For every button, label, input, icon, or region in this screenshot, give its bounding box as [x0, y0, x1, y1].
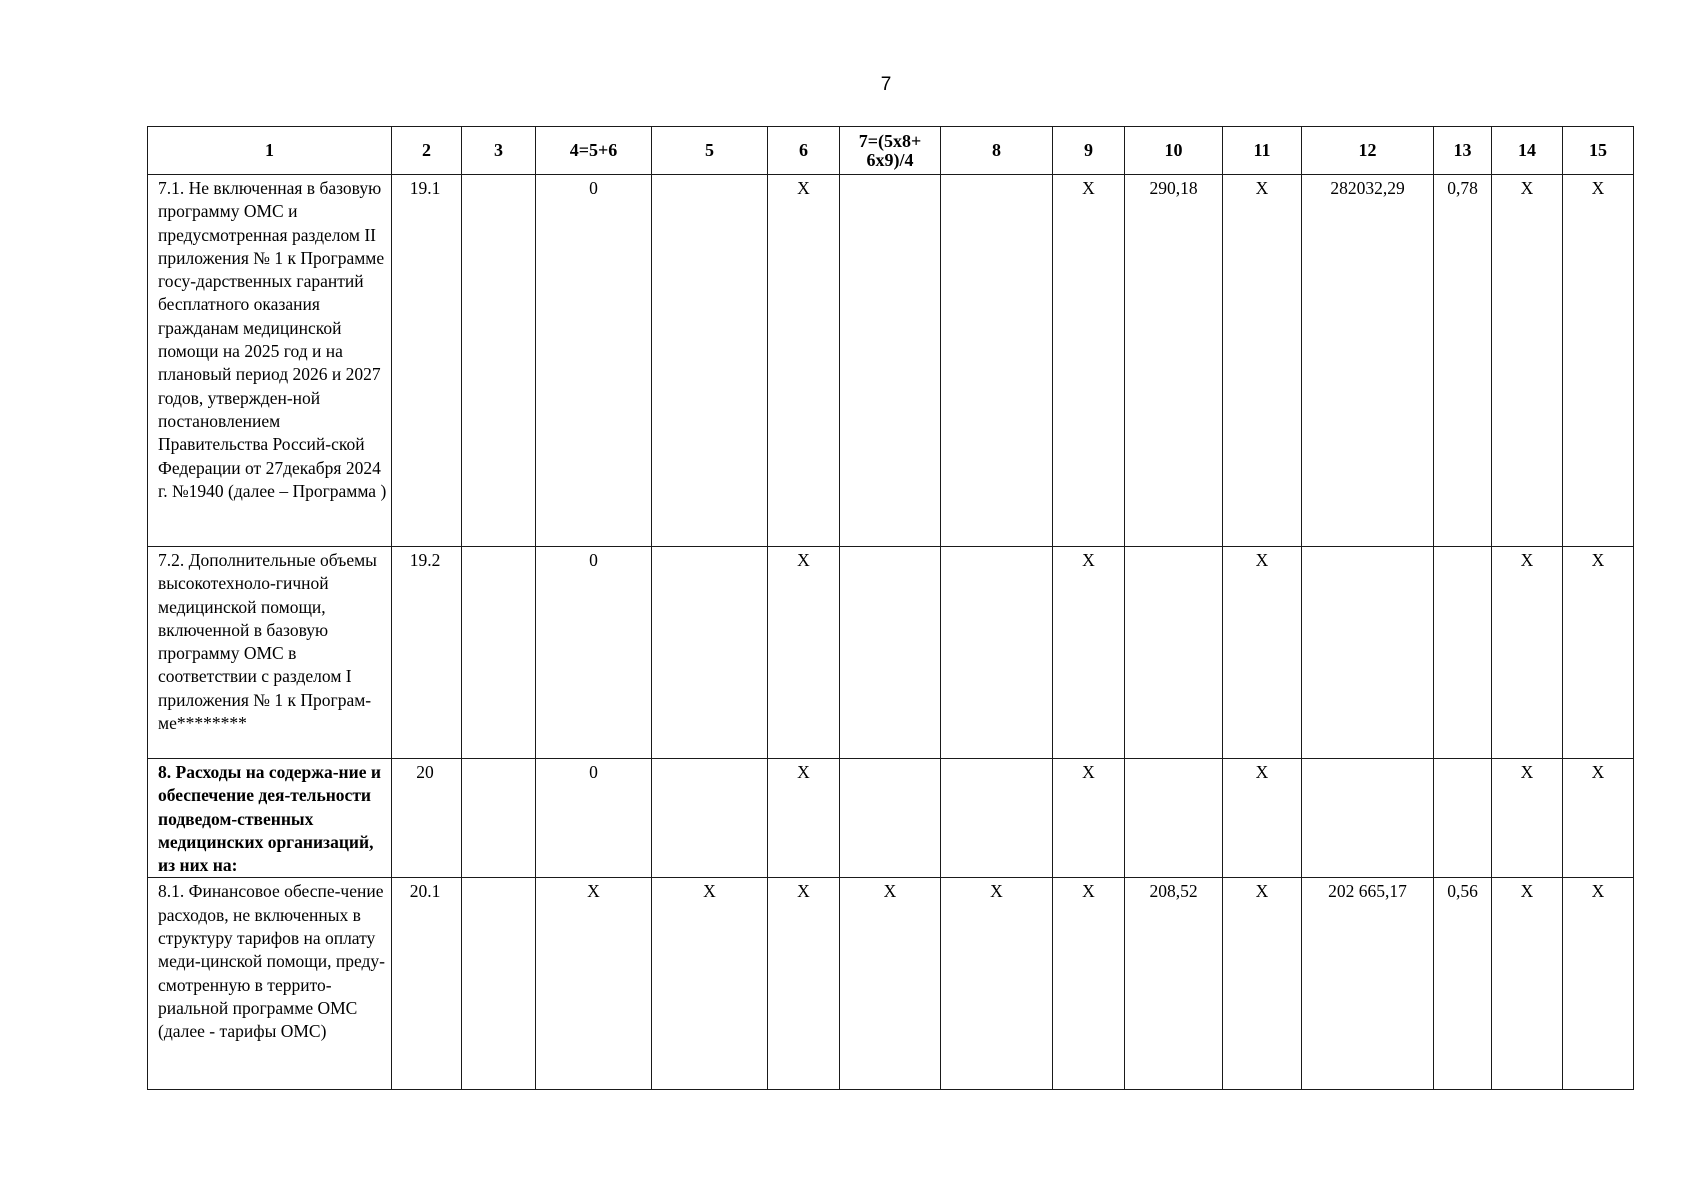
table-row: [148, 878, 1634, 1090]
table-cell: 0,56: [1434, 878, 1492, 1090]
table-cell: X: [768, 547, 840, 759]
table-row: [148, 175, 1634, 547]
table-cell: [652, 175, 768, 547]
table-row: [148, 547, 1634, 759]
col-header-13: 13: [1434, 127, 1492, 175]
table-cell: 19.1: [392, 175, 462, 547]
table-cell: X: [1053, 878, 1125, 1090]
table-cell: 20: [392, 759, 462, 878]
col-header-2: 2: [392, 127, 462, 175]
col-header-7: 7=(5x8+ 6x9)/4: [840, 127, 941, 175]
col-header-9: 9: [1053, 127, 1125, 175]
table-cell: X: [840, 878, 941, 1090]
table-cell: X: [1053, 759, 1125, 878]
table-cell: [1125, 759, 1223, 878]
table-cell: X: [1563, 175, 1634, 547]
col-header-14: 14: [1492, 127, 1563, 175]
table-cell: [462, 175, 536, 547]
table-cell: [941, 175, 1053, 547]
table-cell: X: [1053, 175, 1125, 547]
col-header-6: 6: [768, 127, 840, 175]
table-cell: 202 665,17: [1302, 878, 1434, 1090]
col-header-11: 11: [1223, 127, 1302, 175]
row-description: 7.1. Не включенная в базовую программу ОМС и предусмотренная разделом II приложения № 1 к Программе госу-дарственных гарантий бесплатного оказания гражданам медицинской помощи на 2025 год и на плановый период 2026 и 2027 годов, утвержден-ной постановлением Правительства Россий-ской Федерации от 27декабря 2024 г. №1940 (далее – Программа ): [148, 175, 392, 547]
table-cell: 0,78: [1434, 175, 1492, 547]
table-cell: X: [1492, 175, 1563, 547]
table-cell: 19.2: [392, 547, 462, 759]
row-description: 8. Расходы на содержа-ние и обеспечение дея-тельности подведом-ственных медицинских организаций, из них на:: [148, 759, 392, 878]
table-cell: [462, 547, 536, 759]
col-header-10: 10: [1125, 127, 1223, 175]
table-cell: 282032,29: [1302, 175, 1434, 547]
table-cell: [840, 759, 941, 878]
table-cell: 0: [536, 759, 652, 878]
table-cell: [652, 547, 768, 759]
col-header-12: 12: [1302, 127, 1434, 175]
row-description: 8.1. Финансовое обеспе-чение расходов, не включенных в структуру тарифов на оплату меди-цинской помощи, преду-смотренную в террито-риальной программе ОМС (далее - тарифы ОМС): [148, 878, 392, 1090]
table-cell: X: [1053, 547, 1125, 759]
table-cell: X: [1563, 759, 1634, 878]
table-cell: 290,18: [1125, 175, 1223, 547]
data-table: [147, 126, 1634, 1090]
table-cell: 208,52: [1125, 878, 1223, 1090]
table-cell: X: [1492, 878, 1563, 1090]
table-cell: [1302, 547, 1434, 759]
table-cell: X: [941, 878, 1053, 1090]
table-cell: X: [1492, 759, 1563, 878]
col-header-8: 8: [941, 127, 1053, 175]
table-cell: [462, 878, 536, 1090]
table-cell: X: [1563, 878, 1634, 1090]
table-cell: [840, 175, 941, 547]
table-row: [148, 759, 1634, 878]
table-cell: [840, 547, 941, 759]
header-row: [148, 127, 1634, 175]
page-number: 7: [880, 74, 892, 95]
table-cell: 20.1: [392, 878, 462, 1090]
table-cell: 0: [536, 175, 652, 547]
table-cell: [1125, 547, 1223, 759]
col-header-15: 15: [1563, 127, 1634, 175]
col-header-4: 4=5+6: [536, 127, 652, 175]
table-cell: X: [1563, 547, 1634, 759]
table-cell: X: [768, 759, 840, 878]
table-cell: [941, 547, 1053, 759]
col-header-5: 5: [652, 127, 768, 175]
table-cell: 0: [536, 547, 652, 759]
table-cell: X: [768, 175, 840, 547]
table-cell: X: [768, 878, 840, 1090]
table-cell: X: [1223, 759, 1302, 878]
table-cell: [1434, 759, 1492, 878]
table-cell: [462, 759, 536, 878]
table-cell: X: [536, 878, 652, 1090]
col-header-1: 1: [148, 127, 392, 175]
table-cell: X: [1223, 878, 1302, 1090]
table-cell: X: [1492, 547, 1563, 759]
table-cell: X: [1223, 547, 1302, 759]
table-cell: [1434, 547, 1492, 759]
table-cell: X: [1223, 175, 1302, 547]
table-cell: [941, 759, 1053, 878]
col-header-3: 3: [462, 127, 536, 175]
table-cell: X: [652, 878, 768, 1090]
row-description: 7.2. Дополнительные объемы высокотехноло-гичной медицинской помощи, включенной в базовую программу ОМС в соответствии с разделом I приложения № 1 к Програм-ме********: [148, 547, 392, 759]
table-cell: [1302, 759, 1434, 878]
table-cell: [652, 759, 768, 878]
